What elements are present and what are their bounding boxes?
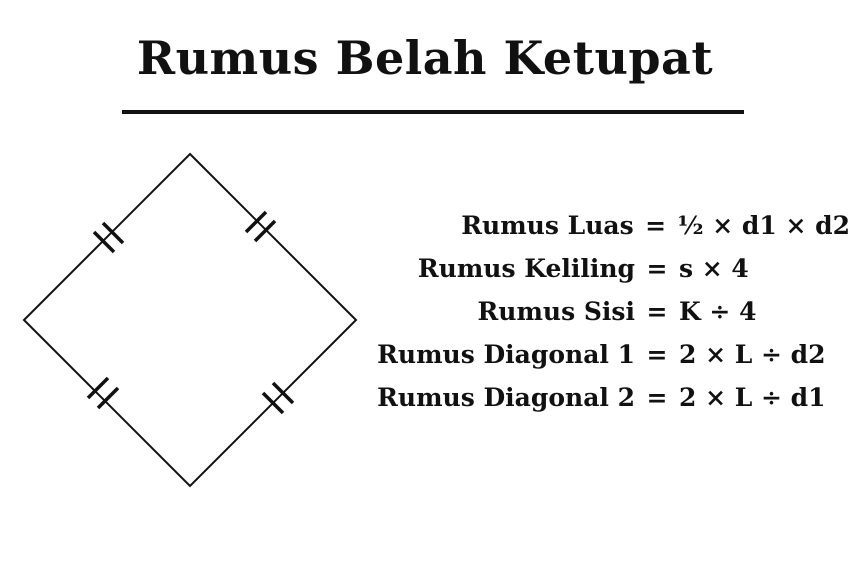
equals-sign: = <box>645 211 667 240</box>
formula-expression: s × 4 <box>679 254 749 283</box>
formula-row-sisi <box>350 290 850 333</box>
formula-list <box>350 204 850 419</box>
formula-row-diagonal-2 <box>350 376 850 419</box>
tick-mark-bottom-left <box>88 378 118 408</box>
page-title: Rumus Belah Ketupat <box>136 31 714 85</box>
rhombus-outline <box>24 154 356 486</box>
formula-expression: ½ × d1 × d2 <box>677 211 850 240</box>
formula-label: Rumus Luas <box>461 211 634 240</box>
tick-mark-top-left <box>94 223 123 252</box>
rhombus-diagram <box>0 0 380 567</box>
formula-label: Rumus Diagonal 1 <box>377 340 635 369</box>
equals-sign: = <box>646 297 668 326</box>
tick-marks <box>88 212 293 413</box>
tick-mark-top-right <box>246 212 275 241</box>
equals-sign: = <box>646 340 668 369</box>
equals-sign: = <box>646 383 668 412</box>
formula-label: Rumus Keliling <box>417 254 635 283</box>
formula-expression: 2 × L ÷ d1 <box>679 383 826 412</box>
formula-row-diagonal-1 <box>350 333 850 376</box>
equals-sign: = <box>646 254 668 283</box>
formula-row-keliling <box>350 247 850 290</box>
formula-label: Rumus Sisi <box>477 297 635 326</box>
formula-expression: K ÷ 4 <box>679 297 757 326</box>
formula-label: Rumus Diagonal 2 <box>377 383 635 412</box>
formula-row-luas <box>350 204 850 247</box>
formula-expression: 2 × L ÷ d2 <box>679 340 826 369</box>
